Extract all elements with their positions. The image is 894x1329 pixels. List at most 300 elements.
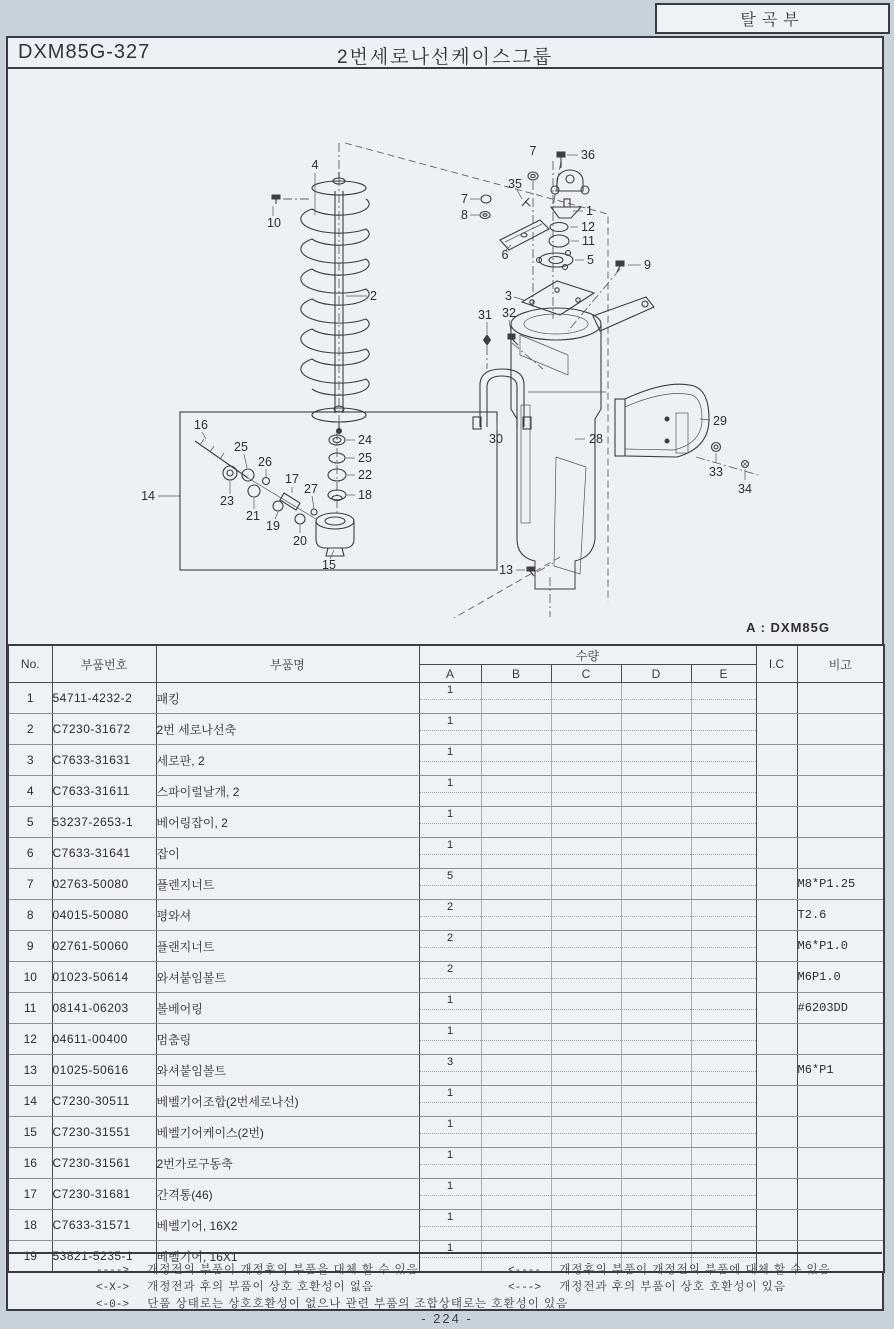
cell-part-number: C7633-31611	[52, 776, 156, 807]
exploded-diagram-svg	[8, 69, 882, 618]
cell-qty-c	[551, 1210, 621, 1241]
qty-value	[552, 1148, 621, 1165]
part-label-16: 16	[194, 418, 208, 432]
col-header-no: No.	[8, 645, 52, 683]
col-header-qty-c: C	[551, 665, 621, 683]
cell-qty-c	[551, 1024, 621, 1055]
cell-part-name: 와셔붙임볼트	[156, 1055, 419, 1086]
part-cap-top	[551, 170, 589, 194]
exploded-diagram	[8, 69, 882, 618]
cell-qty-b	[481, 745, 551, 776]
cell-qty-c	[551, 807, 621, 838]
table-row	[8, 993, 884, 1024]
cell-qty-d	[621, 993, 691, 1024]
qty-value	[692, 838, 756, 855]
title-bar	[8, 38, 882, 69]
cell-no: 8	[8, 900, 52, 931]
cell-remark: M6*P1	[797, 1055, 884, 1086]
cell-ic	[756, 869, 797, 900]
section-tag-label: 탈곡부	[740, 12, 805, 29]
legend-line	[508, 1278, 786, 1294]
cell-qty-b	[481, 1179, 551, 1210]
qty-value: 1	[420, 993, 481, 1010]
cell-qty-a	[419, 1055, 481, 1086]
cell-qty-a	[419, 993, 481, 1024]
part-nut-7a	[528, 172, 538, 180]
cell-qty-e	[691, 776, 756, 807]
qty-value	[552, 807, 621, 824]
table-row	[8, 1210, 884, 1241]
qty-value	[622, 1117, 691, 1134]
cell-qty-c	[551, 745, 621, 776]
cell-part-name: 세로판, 2	[156, 745, 419, 776]
cell-no: 4	[8, 776, 52, 807]
cell-no: 2	[8, 714, 52, 745]
part-label-7a: 7	[529, 144, 537, 158]
part-washer-8	[470, 212, 490, 219]
cell-no: 17	[8, 1179, 52, 1210]
qty-value: 1	[420, 807, 481, 824]
qty-value	[692, 683, 756, 700]
part-label-29: 29	[713, 414, 727, 428]
qty-value	[552, 1117, 621, 1134]
qty-value	[692, 1179, 756, 1196]
cell-remark	[797, 1086, 884, 1117]
col-header-remark: 비고	[797, 645, 884, 683]
qty-value	[482, 745, 551, 762]
legend-text: 개정전과 후의 부품이 상호 호환성이 없음	[147, 1281, 375, 1293]
table-row	[8, 900, 884, 931]
legend-line	[508, 1261, 831, 1277]
qty-value	[692, 931, 756, 948]
cell-ic	[756, 931, 797, 962]
part-cover-30	[473, 369, 531, 430]
legend-symbol: <--->	[508, 1282, 542, 1294]
qty-value	[552, 714, 621, 731]
qty-value	[622, 838, 691, 855]
qty-value: 1	[420, 683, 481, 700]
cell-qty-a	[419, 1148, 481, 1179]
cell-qty-b	[481, 900, 551, 931]
table-row	[8, 1055, 884, 1086]
qty-value	[482, 1148, 551, 1165]
qty-value	[622, 714, 691, 731]
cell-ic	[756, 1086, 797, 1117]
cell-qty-e	[691, 1210, 756, 1241]
cell-qty-e	[691, 1086, 756, 1117]
qty-value	[692, 993, 756, 1010]
cell-qty-d	[621, 931, 691, 962]
cell-qty-c	[551, 1148, 621, 1179]
cell-ic	[756, 1179, 797, 1210]
cell-no: 16	[8, 1148, 52, 1179]
qty-value	[482, 1055, 551, 1072]
qty-value	[482, 683, 551, 700]
cell-part-number: C7633-31631	[52, 745, 156, 776]
qty-value	[622, 993, 691, 1010]
cell-qty-d	[621, 807, 691, 838]
cell-remark	[797, 1148, 884, 1179]
cell-remark: #6203DD	[797, 993, 884, 1024]
part-bolt-10	[272, 195, 311, 204]
qty-value: 2	[420, 900, 481, 917]
cell-qty-b	[481, 993, 551, 1024]
table-row	[8, 714, 884, 745]
cell-ic	[756, 962, 797, 993]
qty-value	[482, 807, 551, 824]
cell-part-name: 플렌지너트	[156, 869, 419, 900]
qty-value	[552, 962, 621, 979]
cell-qty-c	[551, 931, 621, 962]
cell-qty-b	[481, 714, 551, 745]
cell-qty-e	[691, 807, 756, 838]
part-label-19: 19	[266, 519, 280, 533]
cell-qty-a	[419, 807, 481, 838]
cell-qty-d	[621, 869, 691, 900]
cell-qty-d	[621, 1210, 691, 1241]
cell-qty-c	[551, 838, 621, 869]
part-label-3: 3	[505, 289, 512, 303]
table-row	[8, 745, 884, 776]
qty-value: 1	[420, 1148, 481, 1165]
qty-value	[552, 869, 621, 886]
qty-value	[622, 776, 691, 793]
cell-no: 19	[8, 1241, 52, 1273]
cell-part-number: C7633-31571	[52, 1210, 156, 1241]
table-row	[8, 807, 884, 838]
col-header-qty-a: A	[419, 665, 481, 683]
cell-qty-b	[481, 869, 551, 900]
cell-ic	[756, 1024, 797, 1055]
cell-qty-c	[551, 776, 621, 807]
cell-qty-a	[419, 900, 481, 931]
cell-qty-d	[621, 1086, 691, 1117]
part-bearing-22	[328, 469, 355, 481]
cell-qty-b	[481, 1117, 551, 1148]
cell-qty-d	[621, 900, 691, 931]
cell-remark: T2.6	[797, 900, 884, 931]
qty-value	[482, 1179, 551, 1196]
cell-qty-d	[621, 1024, 691, 1055]
part-label-24: 24	[358, 433, 372, 447]
part-bolt-34	[742, 461, 749, 481]
qty-value: 1	[420, 1179, 481, 1196]
cell-qty-b	[481, 1148, 551, 1179]
table-row	[8, 838, 884, 869]
qty-value	[622, 1210, 691, 1227]
part-ring-25a	[329, 453, 355, 463]
qty-value: 3	[420, 1055, 481, 1072]
part-label-4: 4	[311, 158, 319, 172]
legend-line	[96, 1261, 419, 1277]
parts-table	[7, 644, 885, 1273]
qty-value	[552, 776, 621, 793]
qty-value: 1	[420, 776, 481, 793]
qty-value	[482, 993, 551, 1010]
part-label-34: 34	[738, 482, 752, 496]
qty-value	[552, 1086, 621, 1103]
legend-symbol: ---->	[96, 1265, 130, 1277]
cell-part-name: 간격통(46)	[156, 1179, 419, 1210]
cell-qty-d	[621, 1055, 691, 1086]
part-label-1: 1	[586, 204, 593, 218]
table-row	[8, 1086, 884, 1117]
page-number: - 224 -	[421, 1311, 473, 1326]
cell-qty-d	[621, 776, 691, 807]
legend-text: 개정후의 부품이 개정전의 부품에 대체 할 수 있음	[559, 1264, 831, 1276]
table-row	[8, 776, 884, 807]
qty-value	[692, 962, 756, 979]
part-nut-18	[328, 490, 355, 501]
cell-no: 3	[8, 745, 52, 776]
part-label-14: 14	[141, 489, 155, 503]
part-label-27: 27	[304, 482, 318, 496]
cell-qty-a	[419, 962, 481, 993]
cell-qty-e	[691, 838, 756, 869]
legend-symbol: <-X->	[96, 1282, 130, 1294]
part-gearcase-15	[316, 513, 354, 559]
qty-value	[692, 714, 756, 731]
part-label-15: 15	[322, 558, 336, 572]
part-ring-19	[273, 501, 283, 519]
part-bearing-23	[223, 466, 237, 494]
cell-ic	[756, 1055, 797, 1086]
page-frame	[6, 36, 884, 1311]
cell-qty-a	[419, 931, 481, 962]
cell-part-name: 스파이럴날개, 2	[156, 776, 419, 807]
qty-value	[552, 900, 621, 917]
cell-qty-b	[481, 776, 551, 807]
cell-part-number: 01023-50614	[52, 962, 156, 993]
part-label-10: 10	[267, 216, 281, 230]
legend	[8, 1252, 882, 1309]
cell-remark	[797, 714, 884, 745]
cell-part-number: 08141-06203	[52, 993, 156, 1024]
cell-part-number: C7230-30511	[52, 1086, 156, 1117]
cell-qty-e	[691, 993, 756, 1024]
qty-value	[692, 745, 756, 762]
table-row	[8, 931, 884, 962]
cell-ic	[756, 1148, 797, 1179]
cell-qty-d	[621, 714, 691, 745]
cell-part-name: 패킹	[156, 683, 419, 714]
qty-value	[692, 869, 756, 886]
cell-qty-e	[691, 931, 756, 962]
cell-part-name: 와셔붙임볼트	[156, 962, 419, 993]
part-ring-20	[295, 514, 305, 533]
cell-remark	[797, 1210, 884, 1241]
cell-remark: M6*P1.0	[797, 931, 884, 962]
qty-value: 1	[420, 1024, 481, 1041]
part-label-30: 30	[489, 432, 503, 446]
cell-qty-a	[419, 1024, 481, 1055]
cell-qty-b	[481, 1210, 551, 1241]
cell-part-name: 2번가로구동축	[156, 1148, 419, 1179]
qty-value	[552, 838, 621, 855]
cell-no: 11	[8, 993, 52, 1024]
legend-line	[96, 1278, 374, 1294]
cell-part-number: C7633-31641	[52, 838, 156, 869]
col-header-ic: I.C	[756, 645, 797, 683]
cell-no: 6	[8, 838, 52, 869]
cell-ic	[756, 838, 797, 869]
part-seal-12	[550, 223, 578, 232]
cell-qty-b	[481, 683, 551, 714]
qty-value	[622, 900, 691, 917]
legend-line	[96, 1295, 568, 1311]
cell-remark: M8*P1.25	[797, 869, 884, 900]
cell-no: 1	[8, 683, 52, 714]
cell-ic	[756, 683, 797, 714]
qty-value: 1	[420, 1117, 481, 1134]
qty-value: 1	[420, 1241, 481, 1258]
cell-qty-e	[691, 1117, 756, 1148]
cell-qty-b	[481, 1086, 551, 1117]
cell-qty-e	[691, 1055, 756, 1086]
qty-value	[482, 931, 551, 948]
cell-part-name: 볼베어링	[156, 993, 419, 1024]
col-header-qty-b: B	[481, 665, 551, 683]
cell-part-name: 베벨기어케이스(2번)	[156, 1117, 419, 1148]
part-bracket-6	[500, 220, 549, 250]
cell-no: 7	[8, 869, 52, 900]
cell-qty-e	[691, 1024, 756, 1055]
qty-value	[622, 1024, 691, 1041]
part-ring-26	[263, 469, 270, 485]
cell-qty-e	[691, 683, 756, 714]
cell-qty-e	[691, 714, 756, 745]
col-header-part-name: 부품명	[156, 645, 419, 683]
cell-remark	[797, 683, 884, 714]
cell-qty-a	[419, 714, 481, 745]
qty-value	[692, 1055, 756, 1072]
construction-dash-line	[345, 143, 608, 602]
qty-value	[482, 869, 551, 886]
part-case-28	[511, 297, 654, 589]
qty-value	[692, 1024, 756, 1041]
qty-value	[622, 807, 691, 824]
cell-part-name: 2번 세로나선축	[156, 714, 419, 745]
cell-qty-b	[481, 1055, 551, 1086]
qty-value: 1	[420, 745, 481, 762]
qty-value	[482, 962, 551, 979]
cell-qty-c	[551, 683, 621, 714]
cell-part-name: 플랜지너트	[156, 931, 419, 962]
qty-value	[482, 1210, 551, 1227]
cell-qty-d	[621, 838, 691, 869]
part-clamp-29	[615, 384, 710, 457]
part-label-2: 2	[370, 289, 377, 303]
cell-remark	[797, 807, 884, 838]
part-label-20: 20	[293, 534, 307, 548]
part-label-5: 5	[587, 253, 594, 267]
cell-qty-c	[551, 714, 621, 745]
cell-part-name: 멈춤링	[156, 1024, 419, 1055]
cell-no: 5	[8, 807, 52, 838]
part-label-13: 13	[499, 563, 513, 577]
cell-qty-e	[691, 900, 756, 931]
cell-part-name: 베어링잡이, 2	[156, 807, 419, 838]
qty-value	[552, 931, 621, 948]
cell-ic	[756, 900, 797, 931]
part-label-25a: 25	[358, 451, 372, 465]
cell-ic	[756, 714, 797, 745]
qty-value: 2	[420, 962, 481, 979]
doc-code: DXM85G-327	[18, 41, 151, 63]
cell-qty-e	[691, 869, 756, 900]
cell-qty-d	[621, 962, 691, 993]
qty-value	[482, 900, 551, 917]
part-label-31: 31	[478, 308, 492, 322]
qty-value	[622, 1148, 691, 1165]
legend-text: 개정전과 후의 부품이 상호 호환성이 있음	[559, 1281, 787, 1293]
qty-value	[552, 1055, 621, 1072]
cell-part-name: 평와셔	[156, 900, 419, 931]
part-label-12: 12	[581, 220, 595, 234]
inset-box-14	[180, 412, 497, 570]
page-title: 2번세로나선케이스그룹	[336, 47, 554, 68]
cell-part-number: 02763-50080	[52, 869, 156, 900]
cell-ic	[756, 1210, 797, 1241]
table-row	[8, 1148, 884, 1179]
table-row	[8, 683, 884, 714]
cell-qty-a	[419, 776, 481, 807]
parts-table-body	[8, 683, 884, 1273]
col-header-qty-e: E	[691, 665, 756, 683]
qty-value	[692, 807, 756, 824]
qty-value: 5	[420, 869, 481, 886]
part-disc-21	[248, 485, 260, 509]
table-row	[8, 1117, 884, 1148]
part-label-21: 21	[246, 509, 260, 523]
parts-table-header	[8, 645, 884, 683]
cell-ic	[756, 1117, 797, 1148]
part-label-7b: 7	[461, 192, 468, 206]
qty-value	[622, 869, 691, 886]
part-ring-25b	[242, 454, 254, 481]
part-label-18: 18	[358, 488, 372, 502]
cell-no: 13	[8, 1055, 52, 1086]
cell-qty-c	[551, 900, 621, 931]
part-label-11: 11	[582, 234, 595, 248]
qty-value	[622, 1086, 691, 1103]
cell-qty-a	[419, 1179, 481, 1210]
qty-value: 1	[420, 1210, 481, 1227]
qty-value	[482, 838, 551, 855]
cell-qty-e	[691, 1148, 756, 1179]
cell-part-number: 04611-00400	[52, 1024, 156, 1055]
qty-value	[482, 1024, 551, 1041]
col-header-qty: 수량	[419, 645, 756, 665]
qty-value	[692, 1086, 756, 1103]
qty-value	[552, 745, 621, 762]
cell-part-number: 54711-4232-2	[52, 683, 156, 714]
cell-part-number: 01025-50616	[52, 1055, 156, 1086]
qty-value	[622, 683, 691, 700]
qty-value	[622, 1179, 691, 1196]
section-tag	[655, 3, 890, 34]
cell-part-number: 53821-5235-1	[52, 1241, 156, 1273]
part-label-9: 9	[644, 258, 651, 272]
part-label-8: 8	[461, 208, 468, 222]
cell-qty-a	[419, 869, 481, 900]
cell-qty-e	[691, 745, 756, 776]
variant-note: A : DXM85G	[746, 620, 830, 635]
part-label-33: 33	[709, 465, 723, 479]
cell-part-number: C7230-31561	[52, 1148, 156, 1179]
cell-qty-c	[551, 962, 621, 993]
cell-ic	[756, 807, 797, 838]
